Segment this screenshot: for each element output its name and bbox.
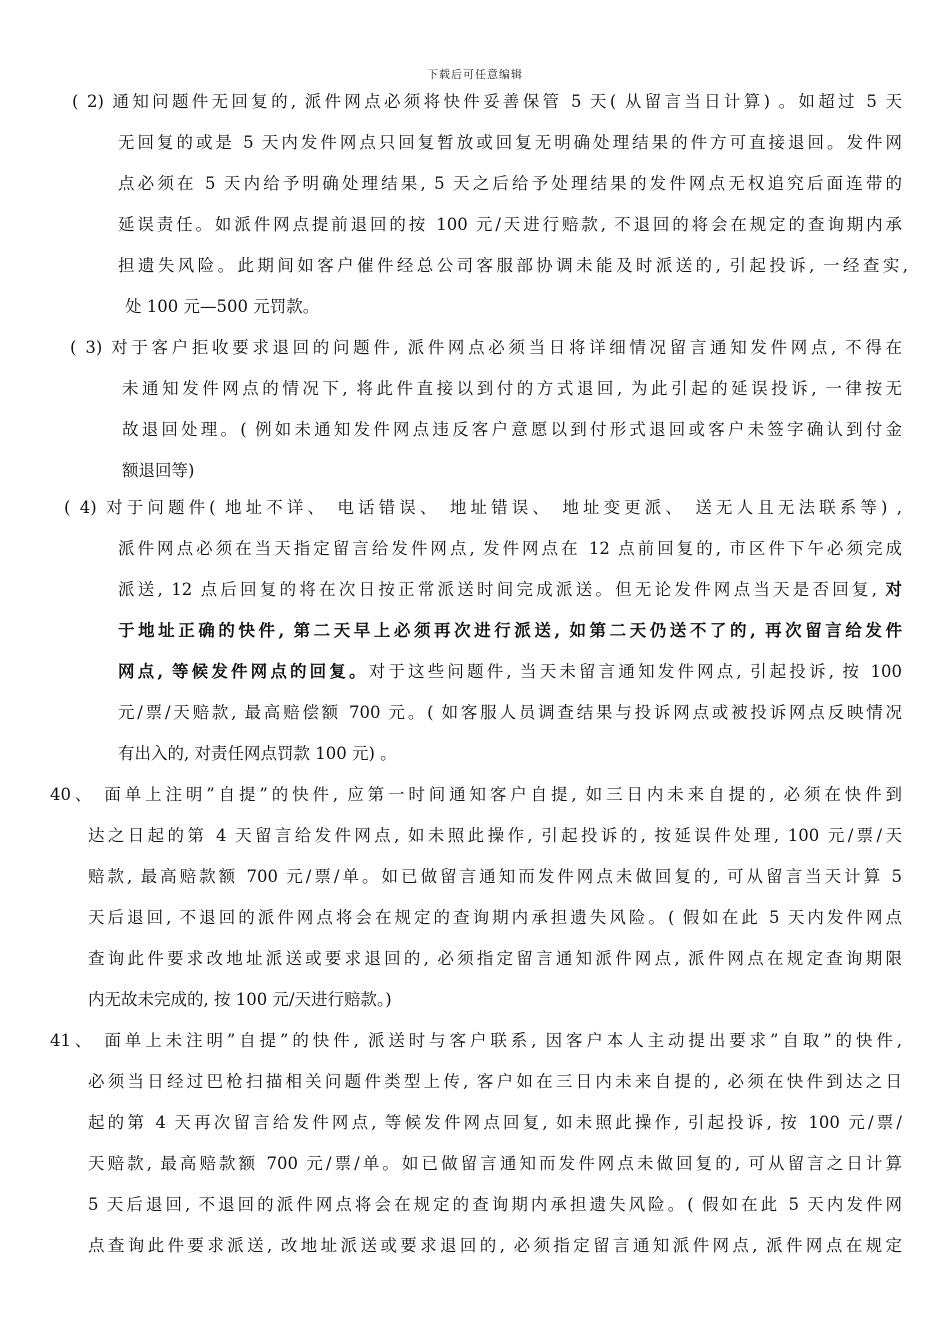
paragraph-line: 天后退回, 不退回的派件网点将会在规定的查询期内承担遗失风险。( 假如在此 5 天内发件网点: [88, 908, 902, 927]
paragraph-line: 达之日起的第 4 天留言给发件网点, 如未照此操作, 引起投诉的, 按延误件处理, 100 元/票/天: [88, 826, 902, 845]
paragraph-line: 点必须在 5 天内给予明确处理结果, 5 天之后给予处理结果的发件网点无权追究后面连带的: [118, 174, 902, 193]
paragraph-line: ( 3) 对于客户拒收要求退回的问题件, 派件网点必须当日将详细情况留言通知发件网点, 不得在: [70, 338, 902, 357]
paragraph-line: 派送, 12 点后回复的将在次日按正常派送时间完成派送。但无论发件网点当天是否回复, 对: [118, 580, 902, 599]
paragraph-line: 赔款, 最高赔款额 700 元/票/单。如已做留言通知而发件网点未做回复的, 可从留言当天计算 5: [88, 867, 902, 886]
paragraph-line: 内无故未完成的, 按 100 元/天进行赔款。): [88, 990, 392, 1009]
paragraph-line: 5 天后退回, 不退回的派件网点将会在规定的查询期内承担遗失风险。( 假如在此 5 天内发件网: [88, 1195, 902, 1214]
paragraph-line: 点查询此件要求派送, 改地址派送或要求退回的, 必须指定留言通知派件网点, 派件网点在规定: [88, 1236, 902, 1255]
paragraph-line: 未通知发件网点的情况下, 将此件直接以到付的方式退回, 为此引起的延误投诉, 一律按无: [122, 379, 902, 398]
paragraph-line: 天赔款, 最高赔款额 700 元/票/单。如已做留言通知而发件网点未做回复的, 可从留言之日计算: [88, 1154, 902, 1173]
paragraph-line: 担遗失风险。此期间如客户催件经总公司客服部协调未能及时派送的, 引起投诉, 一经查实,: [118, 256, 908, 275]
paragraph-line: 于地址正确的快件, 第二天早上必须再次进行派送, 如第二天仍送不了的, 再次留言给发件: [118, 621, 902, 640]
paragraph-line: 额退回等): [122, 461, 195, 480]
paragraph-line: 故退回处理。( 例如未通知发件网点违反客户意愿以到付形式退回或客户未签字确认到付金: [122, 420, 902, 439]
paragraph-line: 无回复的或是 5 天内发件网点只回复暂放或回复无明确处理结果的件方可直接退回。发件网: [118, 133, 902, 152]
paragraph-line: 处 100 元—500 元罚款。: [125, 297, 320, 316]
paragraph-line: 41、 面单上未注明”自提”的快件, 派送时与客户联系, 因客户本人主动提出要求”自取”的快件,: [50, 1031, 902, 1050]
paragraph-line: 起的第 4 天再次留言给发件网点, 等候发件网点回复, 如未照此操作, 引起投诉, 按 100 元/票/: [88, 1113, 902, 1132]
paragraph-line: 网点, 等候发件网点的回复。对于这些问题件, 当天未留言通知发件网点, 引起投诉, 按 100: [118, 662, 902, 681]
page-header: 下载后可任意编辑: [427, 68, 523, 81]
paragraph-line: 延误责任。如派件网点提前退回的按 100 元/天进行赔款, 不退回的将会在规定的查询期内承: [118, 215, 902, 234]
paragraph-line: 40、 面单上注明”自提”的快件, 应第一时间通知客户自提, 如三日内未来自提的, 必须在快件到: [50, 785, 902, 804]
paragraph-line: ( 4) 对于问题件( 地址不详、 电话错误、 地址错误、 地址变更派、 送无人且无法联系等) ,: [64, 498, 902, 517]
paragraph-line: 查询此件要求改地址派送或要求退回的, 必须指定留言通知派件网点, 派件网点在规定查询期限: [88, 949, 902, 968]
paragraph-line: ( 2) 通知问题件无回复的, 派件网点必须将快件妥善保管 5 天( 从留言当日计算) 。如超过 5 天: [72, 92, 902, 111]
paragraph-line: 派件网点必须在当天指定留言给发件网点, 发件网点在 12 点前回复的, 市区件下午必须完成: [118, 539, 902, 558]
paragraph-line: 必须当日经过巴枪扫描相关问题件类型上传, 客户如在三日内未来自提的, 必须在快件到达之日: [88, 1072, 902, 1091]
paragraph-line: 元/票/天赔款, 最高赔偿额 700 元。( 如客服人员调查结果与投诉网点或被投诉网点反映情况: [118, 703, 902, 722]
paragraph-line: 有出入的, 对责任网点罚款 100 元) 。: [118, 744, 397, 763]
